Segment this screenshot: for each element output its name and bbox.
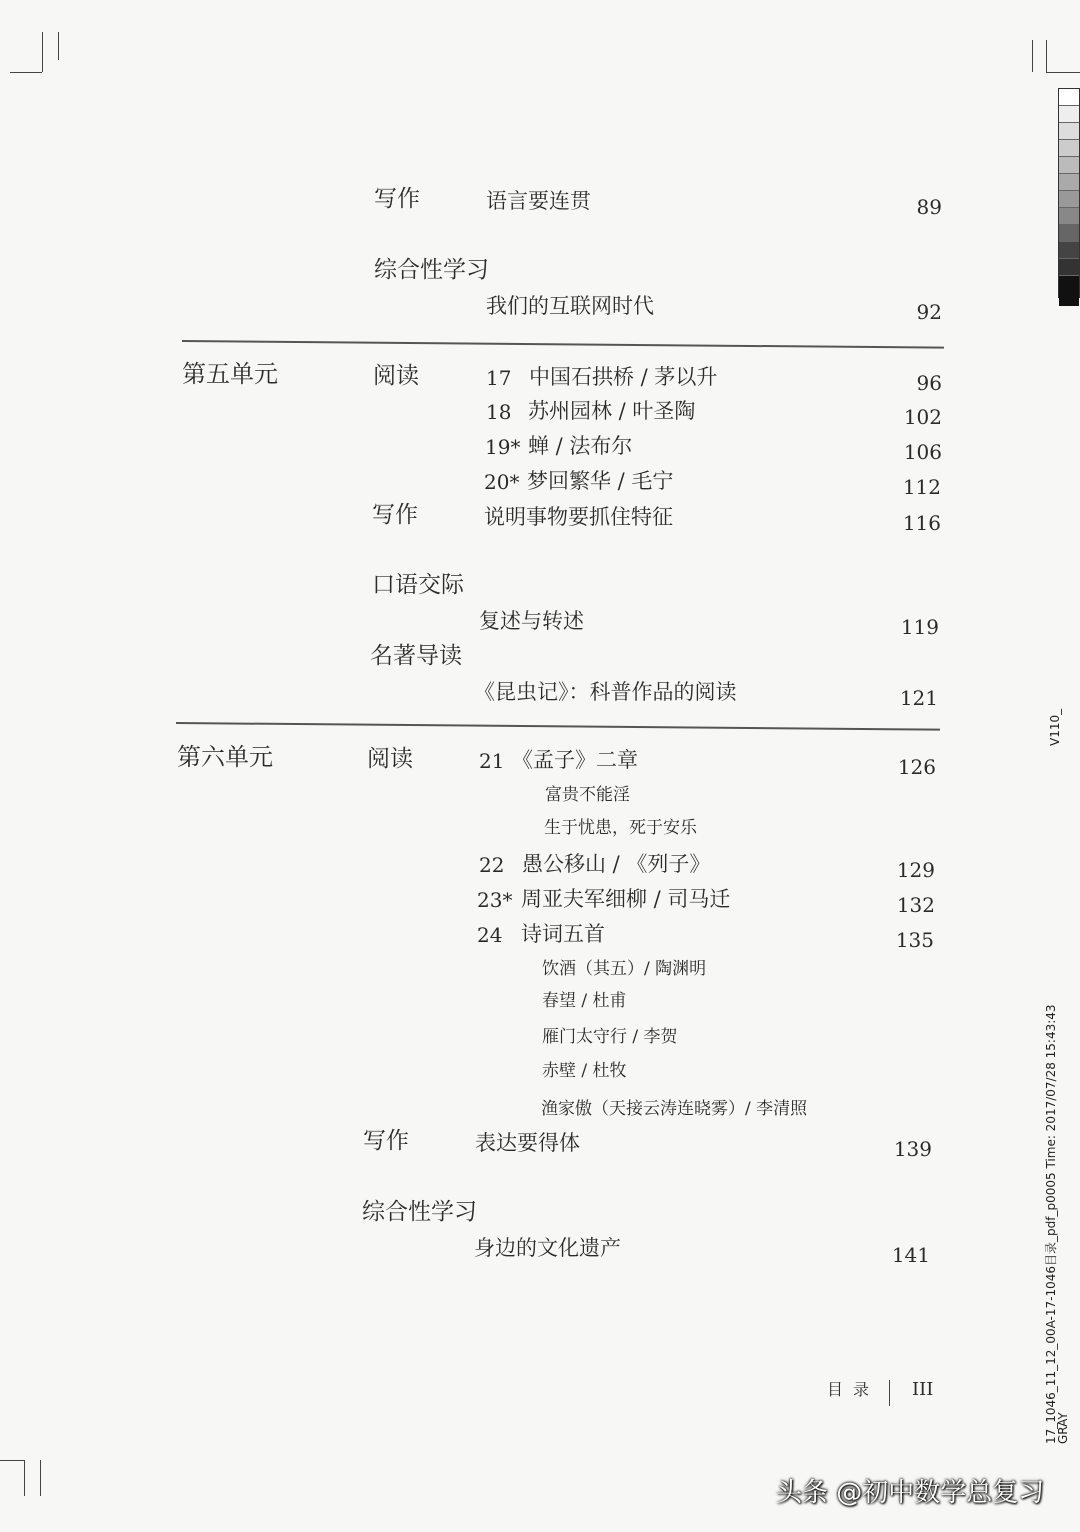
section-reading: 阅读 — [367, 746, 413, 772]
page-number: 121 — [899, 686, 938, 710]
crop-mark-bottom-left-h — [0, 1460, 24, 1461]
print-info: 17_1046_11_12_00A-17-1046目录_pdf_p0005 Time: 2017/07/28 15:43:43 — [1044, 1004, 1058, 1444]
section-classic: 名著导读 — [370, 643, 462, 669]
page-number: 89 — [916, 195, 942, 219]
entry-title: 表达要得体 — [475, 1131, 580, 1155]
page-number: 96 — [916, 371, 942, 395]
lesson-title: 蝉 / 法布尔 — [528, 434, 633, 458]
page-number: 92 — [916, 300, 942, 324]
page-number: 102 — [903, 405, 942, 429]
footer-separator — [889, 1380, 890, 1406]
entry-title: 《昆虫记》：科普作品的阅读 — [474, 680, 737, 704]
lesson-number: 17 — [486, 366, 512, 390]
footer-label: 目录 — [827, 1380, 880, 1399]
page-number: 139 — [893, 1137, 932, 1161]
page-number: 116 — [902, 511, 941, 535]
version-mark: V110_ — [1048, 708, 1062, 746]
lesson-number: 20* — [484, 470, 520, 494]
entry-title: 复述与转述 — [479, 609, 584, 633]
lesson-title: 《孟子》二章 — [512, 748, 638, 772]
lesson-number: 23* — [477, 888, 513, 912]
lesson-title: 诗词五首 — [521, 922, 605, 946]
sub-entry: 生于忧患，死于安乐 — [544, 818, 697, 838]
page-number: 112 — [902, 475, 941, 499]
unit-title: 第六单元 — [177, 743, 273, 771]
page-number: 132 — [896, 893, 935, 917]
page-number: 126 — [897, 755, 936, 779]
section-writing: 写作 — [372, 502, 418, 528]
section-integrated: 综合性学习 — [374, 257, 489, 283]
section-writing: 写作 — [363, 1128, 409, 1154]
sub-entry: 赤壁 / 杜牧 — [542, 1061, 627, 1081]
section-integrated: 综合性学习 — [362, 1199, 477, 1225]
page-number: 119 — [900, 615, 939, 639]
page-number: 135 — [895, 928, 934, 952]
lesson-title: 中国石拱桥 / 茅以升 — [529, 365, 718, 389]
sub-entry: 雁门太守行 / 李贺 — [542, 1027, 678, 1047]
sub-entry: 春望 / 杜甫 — [542, 991, 627, 1011]
section-reading: 阅读 — [373, 363, 419, 389]
footer-page-number: III — [912, 1379, 934, 1400]
page-number: 141 — [891, 1243, 930, 1267]
crop-mark-bottom-left-v — [24, 1460, 25, 1496]
entry-title: 身边的文化遗产 — [474, 1236, 621, 1260]
unit-divider — [176, 722, 940, 730]
page-number: 129 — [896, 858, 935, 882]
lesson-number: 19* — [485, 435, 521, 459]
lesson-title: 愚公移山 / 《列子》 — [522, 852, 711, 876]
crop-mark-top-left-v — [42, 32, 43, 72]
unit-divider — [182, 340, 944, 348]
section-writing: 写作 — [374, 186, 420, 212]
section-oral: 口语交际 — [372, 572, 464, 598]
entry-title: 说明事物要抓住特征 — [484, 505, 673, 529]
crop-mark-top-right-v — [1032, 40, 1033, 72]
crop-mark-top-left — [10, 72, 42, 73]
entry-title: 语言要连贯 — [486, 189, 591, 213]
crop-mark-top-left-v2 — [58, 32, 59, 60]
lesson-number: 24 — [477, 923, 503, 947]
grayscale-strip — [1058, 88, 1080, 298]
lesson-number: 22 — [479, 853, 505, 877]
sub-entry: 饮酒（其五）/ 陶渊明 — [542, 959, 707, 979]
lesson-number: 18 — [486, 400, 512, 424]
crop-mark-top-right-v2 — [1046, 40, 1047, 72]
lesson-title: 周亚夫军细柳 / 司马迁 — [521, 887, 731, 911]
sub-entry: 渔家傲（天接云涛连晓雾）/ 李清照 — [541, 1099, 808, 1119]
page-number: 106 — [903, 440, 942, 464]
watermark: 头条 @初中数学总复习 — [776, 1478, 1045, 1508]
unit-title: 第五单元 — [182, 360, 278, 388]
sub-entry: 富贵不能淫 — [545, 785, 630, 805]
lesson-number: 21 — [479, 749, 505, 773]
entry-title: 我们的互联网时代 — [486, 294, 654, 318]
crop-mark-bottom-left-v2 — [40, 1460, 41, 1496]
lesson-title: 苏州园林 / 叶圣陶 — [528, 399, 696, 423]
crop-mark-top-right-h — [1046, 72, 1080, 73]
lesson-title: 梦回繁华 / 毛宁 — [527, 469, 674, 493]
gray-label: GRAY — [1056, 1412, 1070, 1444]
